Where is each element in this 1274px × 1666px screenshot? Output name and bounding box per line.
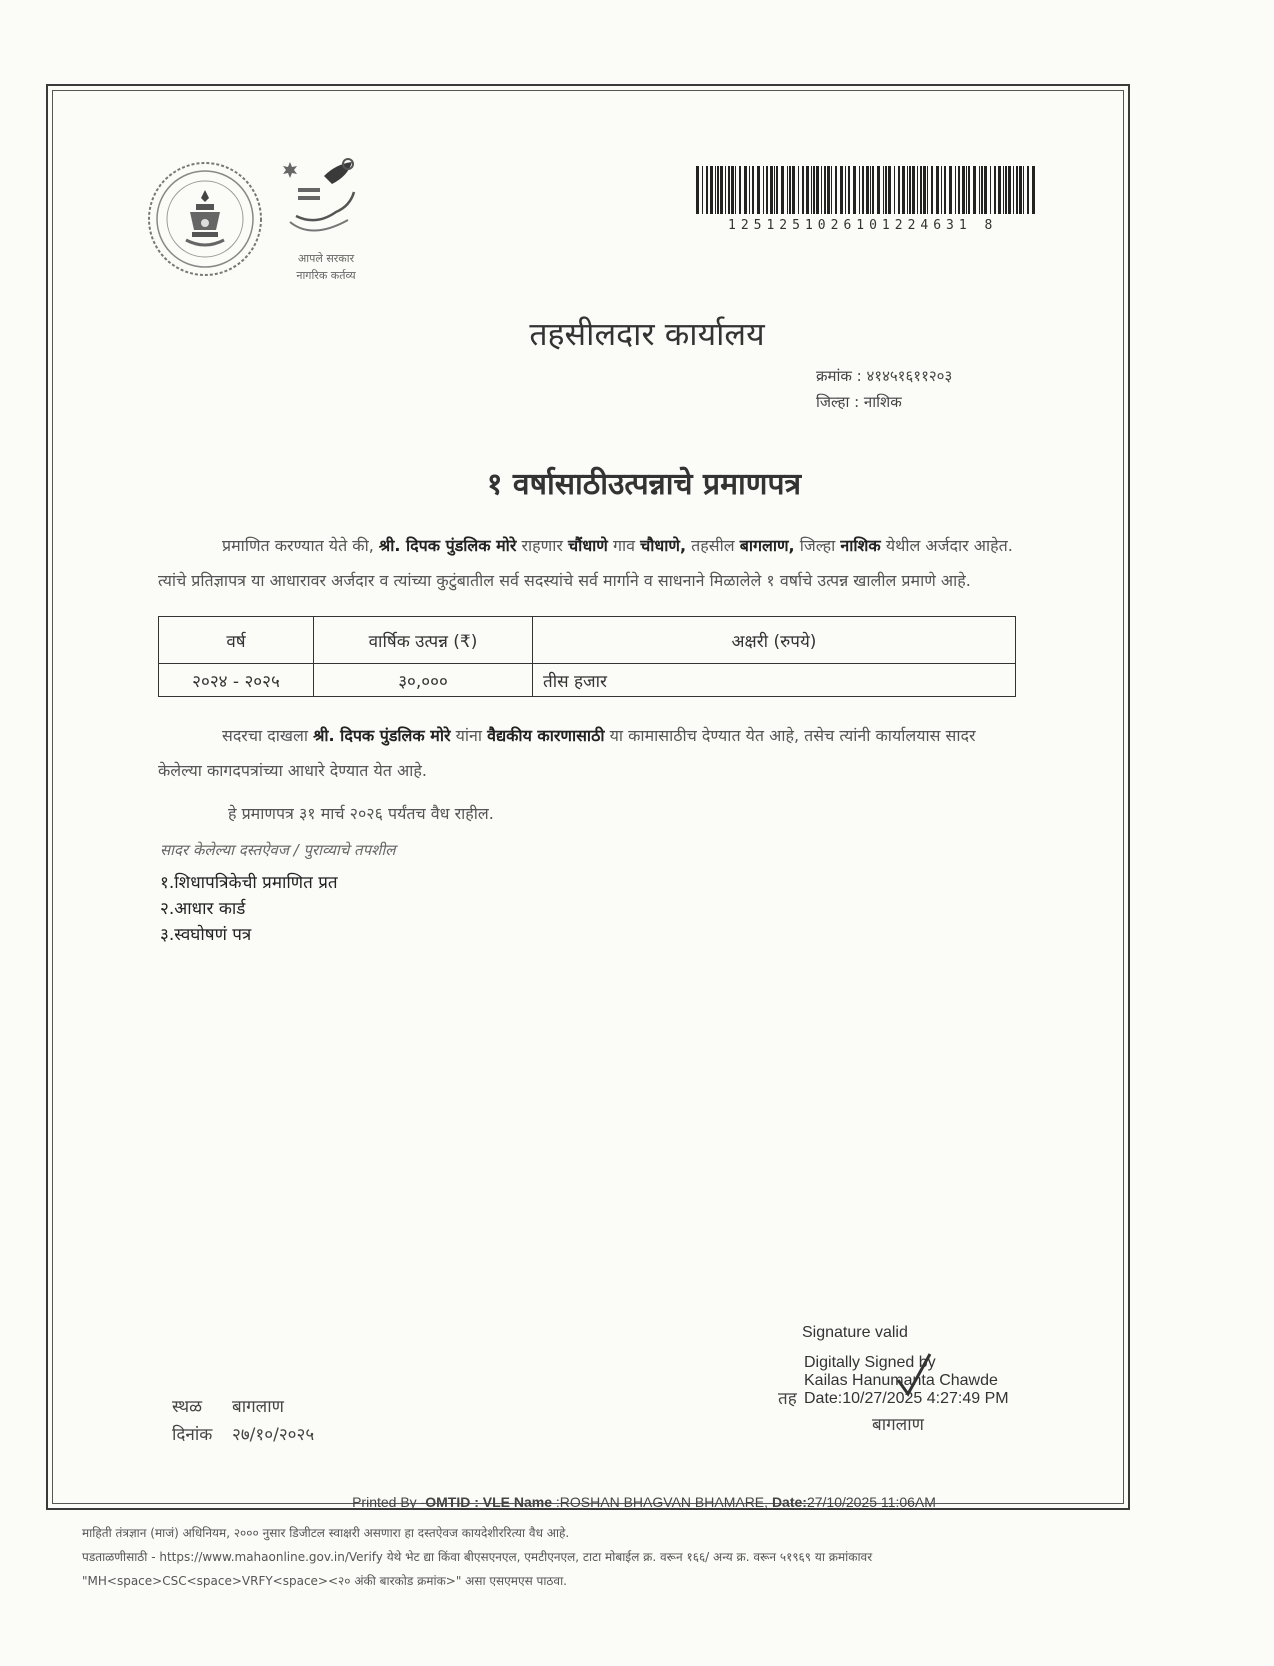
barcode-bar xyxy=(848,166,850,214)
barcode-bar xyxy=(735,166,736,214)
barcode-bar xyxy=(776,166,778,214)
barcode-bar xyxy=(821,166,822,214)
barcode-bar xyxy=(984,166,987,214)
printed-date-label: Date: xyxy=(771,1494,807,1510)
barcode-bar xyxy=(744,166,747,214)
district: नाशिक xyxy=(840,536,881,555)
purpose-name: श्री. दिपक पुंडलिक मोरे xyxy=(313,726,451,745)
barcode-bar xyxy=(1019,166,1022,214)
list-item: २.आधार कार्ड xyxy=(160,899,246,919)
signature-valid: Signature valid xyxy=(802,1324,908,1341)
aaple-sarkar-logo xyxy=(276,156,376,282)
barcode-bar xyxy=(706,166,708,214)
barcode-bar xyxy=(824,166,826,214)
barcode-bar xyxy=(973,166,976,214)
barcode-bar xyxy=(715,166,716,214)
barcode-bar xyxy=(883,166,884,214)
barcode-bar xyxy=(1003,166,1004,214)
intro-text-4: तहसील xyxy=(691,536,735,555)
barcode-bar xyxy=(990,166,991,214)
validity-text: हे प्रमाणपत्र ३१ मार्च २०२६ पर्यंतच वैध राहील. xyxy=(228,804,494,823)
barcode-bar xyxy=(816,166,819,214)
barcode-bar xyxy=(720,166,723,214)
barcode-bar xyxy=(888,166,891,214)
place-value: बागलाण xyxy=(232,1397,284,1417)
purpose-reason: वैद्यकीय कारणासाठी xyxy=(487,726,605,745)
barcode-bar xyxy=(902,166,905,214)
barcode-bar xyxy=(949,166,952,214)
barcode-bar xyxy=(710,166,713,214)
barcode-bar xyxy=(1016,166,1018,214)
table-row xyxy=(159,664,1016,697)
barcode-bar xyxy=(802,166,804,214)
barcode-bar xyxy=(877,166,880,214)
barcode-bar xyxy=(927,166,928,214)
barcode-bar xyxy=(835,166,837,214)
purpose-text-2: यांना xyxy=(455,726,483,745)
purpose-text-1: सदरचा दाखला xyxy=(222,726,308,745)
barcode-bar xyxy=(845,166,846,214)
barcode-bar xyxy=(870,166,871,214)
applicant-name: श्री. दिपक पुंडलिक मोरे xyxy=(378,536,517,555)
barcode-bar xyxy=(1008,166,1011,214)
barcode-bar xyxy=(944,166,946,214)
intro-text-3: गाव xyxy=(612,536,636,555)
printed-date-value: 27/10/2025 11:06AM xyxy=(806,1494,936,1510)
intro-paragraph xyxy=(158,528,1020,598)
jilha: जिल्हा : नाशिक xyxy=(816,393,902,411)
barcode-bar xyxy=(827,166,830,214)
aaple-sarkar-icon xyxy=(276,156,376,246)
aaple-sarkar-line1: आपले सरकार xyxy=(297,252,355,265)
barcode-icon xyxy=(696,166,1036,220)
barcode-bar xyxy=(962,166,965,214)
barcode-bar xyxy=(917,166,918,214)
barcode-bar xyxy=(792,166,795,214)
barcode-bar xyxy=(936,166,939,214)
barcode-bar xyxy=(789,166,791,214)
documents-heading: सादर केलेल्या दस्तऐवज / पुराव्याचे तपशील xyxy=(160,841,396,859)
cell-in-words: तीस हजार xyxy=(533,664,1016,697)
certificate-title: १ वर्षासाठीउत्पन्नाचे प्रमाणपत्र xyxy=(486,467,802,502)
footnote-3: "MH<space>CSC<space>VRFY<space><२० अंकी बारकोड क्रमांक>" असा एसएमएस पाठवा. xyxy=(82,1574,567,1588)
intro-text-2: राहणार xyxy=(521,536,563,555)
barcode-bar xyxy=(898,166,900,214)
barcode-bar xyxy=(966,166,967,214)
barcode-bar xyxy=(968,166,970,214)
signature-office: बागलाण xyxy=(872,1415,924,1435)
barcode-bar xyxy=(1005,166,1007,214)
barcode-bar xyxy=(853,166,856,214)
list-item: १.शिधापत्रिकेची प्रमाणित प्रत xyxy=(160,873,338,893)
barcode-bar xyxy=(798,166,799,214)
barcode-bar xyxy=(840,166,843,214)
income-table xyxy=(158,616,1016,697)
footnote-2: पडताळणीसाठी - https://www.mahaonline.gov.in/Verify येथे भेट द्या किंवा बीएसएनएल, एमटीएनएल, टाटा मोबाईल क्र. वरून १६६/ अन्य क्र. वरून ५१९६९ या क्रमांकावर xyxy=(82,1550,873,1564)
omtid: OMTID : xyxy=(425,1494,479,1510)
barcode-bar xyxy=(696,166,699,214)
signature-line1: Digitally Signed by xyxy=(804,1354,936,1371)
barcode-bar xyxy=(907,166,908,214)
intro-text-5: जिल्हा xyxy=(799,536,836,555)
barcode-bar xyxy=(787,166,788,214)
header-in-words: अक्षरी (रुपये) xyxy=(533,617,1016,664)
inner-border xyxy=(52,90,1124,1504)
place-label: स्थळ xyxy=(172,1397,203,1417)
barcode-bar xyxy=(955,166,956,214)
barcode-bar xyxy=(894,166,895,214)
barcode-bar xyxy=(920,166,922,214)
barcode-bar xyxy=(994,166,996,214)
aaple-sarkar-line2: नागरिक कर्तव्य xyxy=(296,269,356,282)
cell-year: २०२४ - २०२५ xyxy=(159,664,314,697)
barcode-bar xyxy=(731,166,734,214)
barcode-bar xyxy=(763,166,764,214)
intro-text-1: प्रमाणित करण्यात येते की, xyxy=(222,536,374,555)
barcode-bar xyxy=(912,166,915,214)
barcode-bar xyxy=(998,166,1001,214)
header-annual-income: वार्षिक उत्पन्न (₹) xyxy=(314,617,533,664)
barcode-bar xyxy=(859,166,860,214)
barcode-bar xyxy=(766,166,768,214)
signature-line2: Kailas Hanumanta Chawde xyxy=(804,1372,998,1389)
barcode-bar xyxy=(781,166,784,214)
printed-by xyxy=(0,1494,1274,1510)
barcode-bar xyxy=(752,166,754,214)
barcode-bar xyxy=(811,166,812,214)
maharashtra-seal-icon xyxy=(146,160,264,278)
barcode-bar xyxy=(979,166,980,214)
header-year: वर्ष xyxy=(159,617,314,664)
cell-income: ३०,००० xyxy=(314,664,533,697)
intro-text-6: येथील अर्जदार आहेत. त्यांचे प्रतिज्ञापत्र या आधारावर अर्जदार व त्यांच्या कुटुंबातील सर्व सदस्यांचे सर्व मार्गाने व साधनाने मिळालेले १ वर्षाचे उत्पन्न खालील प्रमाणे आहे. xyxy=(158,536,1013,590)
barcode-bar xyxy=(806,166,809,214)
footnote-1: माहिती तंत्रज्ञान (माजं) अधिनियम, २००० नुसार डिजीटल स्वाक्षरी असणारा हा दस्तऐवज कायदेशीररित्या वैध आहे. xyxy=(82,1526,570,1540)
barcode-bar xyxy=(813,166,815,214)
printed-by-label: Printed By - xyxy=(352,1494,426,1510)
barcode-bar xyxy=(1032,166,1035,214)
purpose-text-3: या कामासाठीच देण्यात येत आहे, तसेच त्यांनी कार्यालयास सादर केलेल्या कागदपत्रांच्या आधारे देण्यात येत आहे. xyxy=(158,726,976,780)
barcode-bar xyxy=(885,166,887,214)
barcode-bar xyxy=(981,166,983,214)
barcode-bar xyxy=(749,166,750,214)
vle-value: :ROSHAN BHAGVAN BHAMARE, xyxy=(555,1494,769,1510)
date-label: दिनांक xyxy=(172,1425,213,1445)
barcode-bar xyxy=(757,166,760,214)
vle-label: VLE Name xyxy=(482,1494,553,1510)
barcode-bar xyxy=(862,166,864,214)
barcode-bar xyxy=(717,166,719,214)
barcode-bar xyxy=(725,166,726,214)
table-header-row xyxy=(159,617,1016,664)
kramank: क्रमांक : ४१४५१६११२०३ xyxy=(816,367,953,385)
barcode-bar xyxy=(958,166,960,214)
signature-prefix: तह xyxy=(778,1389,797,1409)
signature-line3: Date:10/27/2025 4:27:49 PM xyxy=(804,1390,1009,1407)
date-value: २७/१०/२०२५ xyxy=(232,1425,315,1445)
barcode-bar xyxy=(1013,166,1014,214)
barcode-bar xyxy=(872,166,874,214)
barcode-bar xyxy=(831,166,832,214)
barcode-bar xyxy=(909,166,911,214)
barcode-bar xyxy=(728,166,730,214)
barcode-bar xyxy=(923,166,926,214)
checkmark-icon xyxy=(894,1350,934,1400)
barcode-bar xyxy=(1023,166,1024,214)
barcode-bar xyxy=(931,166,933,214)
barcode-bar xyxy=(941,166,942,214)
office-title: तहसीलदार कार्यालय xyxy=(529,315,765,353)
list-item: ३.स्वघोषणं पत्र xyxy=(160,925,252,945)
barcode-bar xyxy=(866,166,869,214)
barcode-bar xyxy=(770,166,773,214)
barcode-bar xyxy=(1027,166,1029,214)
barcode-bar xyxy=(739,166,741,214)
purpose-paragraph xyxy=(158,718,1020,788)
barcode-bar xyxy=(774,166,775,214)
residence: चौंधाणे xyxy=(568,536,608,555)
barcode-number: 1251251026101224631 8 xyxy=(728,218,998,233)
village: चौधाणे, xyxy=(640,536,687,555)
taluka: बागलाण, xyxy=(739,536,795,555)
barcode-bar xyxy=(702,166,703,214)
